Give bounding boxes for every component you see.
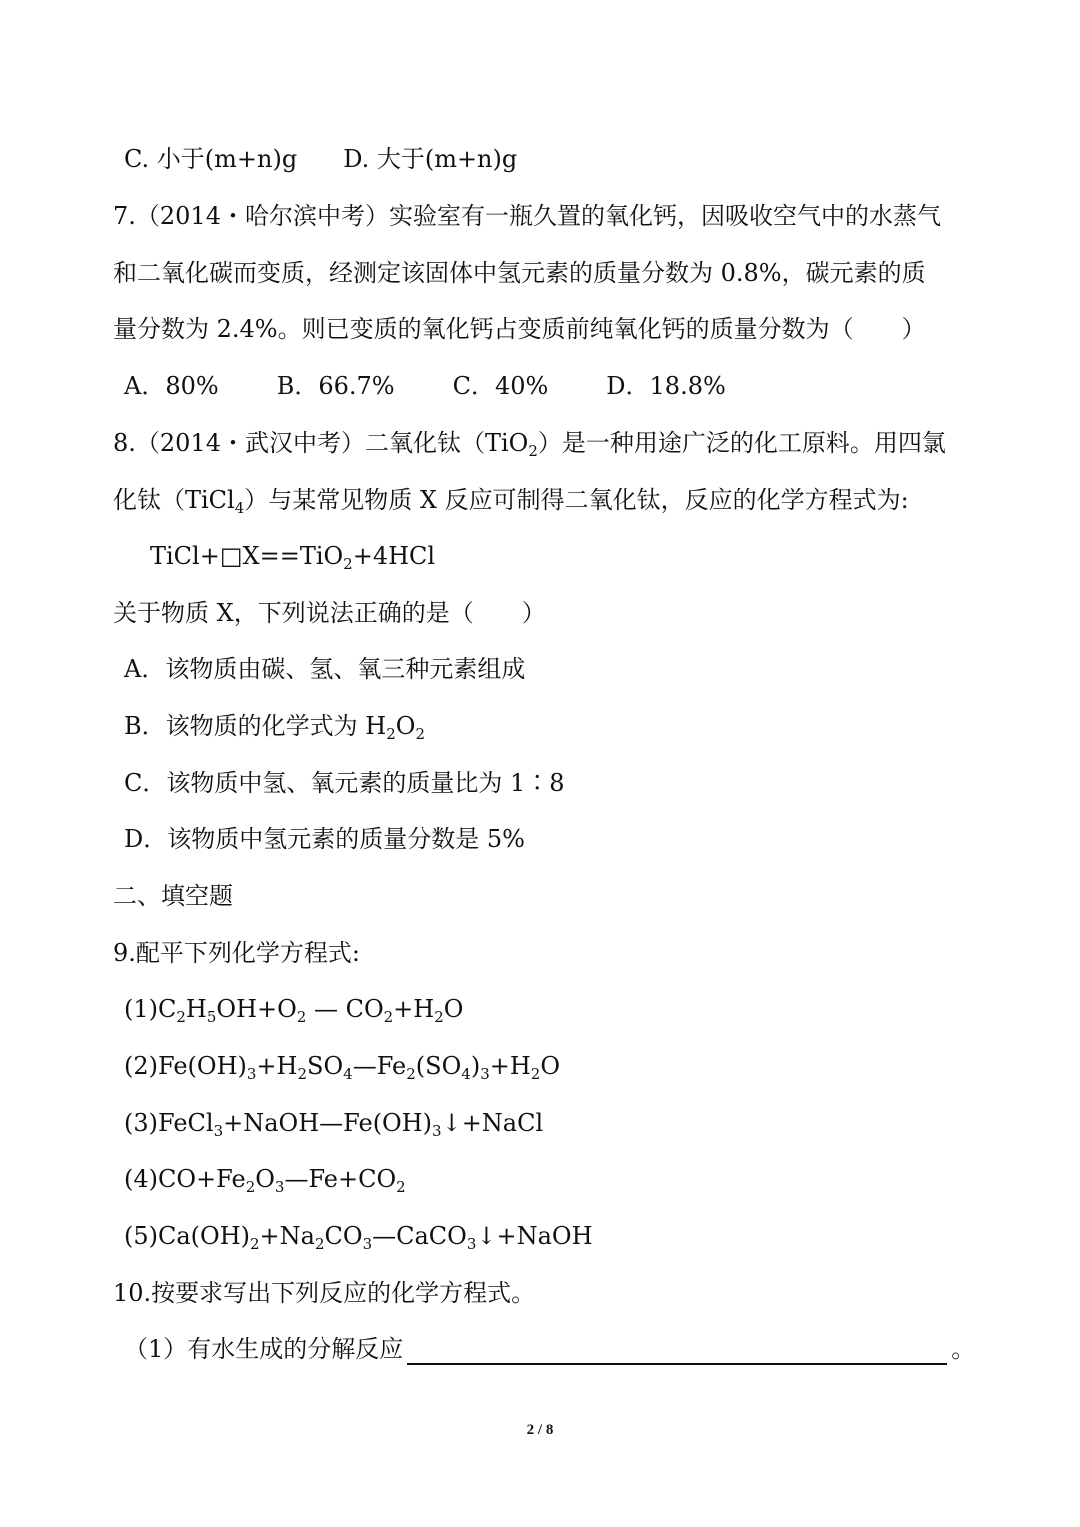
eq-sub: 4	[461, 1065, 471, 1083]
q9-equation-5	[124, 1220, 593, 1252]
eq-part: OH+O	[216, 995, 297, 1023]
eq-part: (SO	[415, 1052, 462, 1080]
eq-sub: 4	[343, 1065, 353, 1083]
eq-part: +NaOH—Fe(OH)	[223, 1109, 433, 1137]
page-number: 2 / 8	[526, 1422, 554, 1438]
eq-sub: 2	[314, 1235, 325, 1253]
eq-part: +H	[393, 995, 435, 1023]
eq-part: —Fe	[352, 1052, 407, 1080]
eq-sub: 3	[480, 1065, 490, 1083]
eq-sub: 2	[530, 1065, 541, 1083]
eq-part: CO	[324, 1222, 363, 1250]
q8-line-1	[113, 427, 946, 459]
q8-option-b-sub2: 2	[415, 725, 425, 743]
eq-part: +H	[256, 1052, 298, 1080]
q10-item-1	[124, 1333, 975, 1365]
q10-item1-end: 。	[951, 1335, 976, 1363]
q8-option-c: C．该物质中氢、氧元素的质量比为 1∶8	[124, 769, 565, 797]
eq-sub: 2	[396, 1178, 406, 1196]
q7-option-d: D．18.8%	[606, 372, 726, 400]
eq-part: O	[540, 1052, 561, 1080]
eq-part: +H	[489, 1052, 531, 1080]
eq-part: (5)Ca(OH)	[124, 1222, 250, 1250]
q8-line1-text-end: ）是一种用途广泛的化工原料。用四氯	[537, 429, 946, 457]
eq-part: SO	[307, 1052, 344, 1080]
q8-option-b-text: B．该物质的化学式为 H	[124, 712, 387, 740]
q8-line1-text: 8.（2014・武汉中考）二氧化钛（TiO	[113, 429, 529, 457]
eq-sub: 2	[297, 1065, 308, 1083]
eq-part: +Na	[259, 1222, 315, 1250]
q6-option-c: C. 小于(m+n)g	[124, 145, 298, 173]
eq-part: ↓+NaCl	[441, 1109, 544, 1137]
q8-question: 关于物质 X，下列说法正确的是（ ）	[113, 599, 546, 627]
eq-sub: 3	[213, 1122, 224, 1140]
q9-title: 9.配平下列化学方程式:	[113, 939, 360, 967]
eq-sub: 2	[296, 1008, 307, 1026]
q7-line-3: 量分数为 2.4%。则已变质的氧化钙占变质前纯氧化钙的质量分数为（ ）	[113, 315, 926, 343]
q8-equation-subscript: 2	[343, 555, 353, 573]
q9-equation-3	[124, 1107, 543, 1139]
eq-sub: 2	[434, 1008, 444, 1026]
q8-line2-subscript: 4	[234, 499, 245, 517]
q8-line2-text-end: ）与某常见物质 X 反应可制得二氧化钛，反应的化学方程式为:	[244, 486, 909, 514]
eq-part: —Fe+CO	[284, 1165, 397, 1193]
q10-item1-label: （1）有水生成的分解反应	[124, 1335, 404, 1363]
q8-equation	[150, 540, 435, 572]
eq-part: (2)Fe(OH)	[124, 1052, 247, 1080]
eq-part: — CO	[306, 995, 384, 1023]
eq-part: —CaCO	[372, 1222, 467, 1250]
eq-part: O	[443, 995, 464, 1023]
eq-sub: 5	[206, 1008, 217, 1026]
eq-sub: 3	[362, 1235, 373, 1253]
eq-part: )	[470, 1052, 481, 1080]
eq-sub: 2	[176, 1008, 186, 1026]
eq-part: H	[185, 995, 207, 1023]
q7-option-b: B．66.7%	[276, 372, 395, 400]
eq-part: (4)CO+Fe	[124, 1165, 246, 1193]
eq-part: (1)C	[124, 995, 177, 1023]
q7-option-c: C．40%	[452, 372, 549, 400]
q7-options-row	[124, 370, 726, 402]
q8-option-d: D．该物质中氢元素的质量分数是 5%	[124, 825, 525, 853]
eq-part: (3)FeCl	[124, 1109, 214, 1137]
q8-equation-right: +4HCl	[352, 542, 436, 570]
q8-line2-text: 化钛（TiCl	[113, 486, 235, 514]
q8-line-2	[113, 484, 909, 516]
eq-sub: 2	[383, 1008, 394, 1026]
eq-sub: 3	[466, 1235, 477, 1253]
eq-sub: 2	[250, 1235, 260, 1253]
q7-line-1: 7.（2014・哈尔滨中考）实验室有一瓶久置的氧化钙，因吸收空气中的水蒸气	[113, 202, 941, 230]
q9-equation-1	[124, 993, 463, 1025]
eq-sub: 2	[406, 1065, 416, 1083]
section-heading-fill-blank: 二、填空题	[113, 882, 233, 910]
q7-line-2: 和二氧化碳而变质，经测定该固体中氢元素的质量分数为 0.8%，碳元素的质	[113, 259, 926, 287]
q7-option-a: A．80%	[124, 372, 219, 400]
q8-option-b-sub1: 2	[386, 725, 396, 743]
eq-part: O	[255, 1165, 275, 1193]
eq-sub: 3	[246, 1065, 257, 1083]
q10-title: 10.按要求写出下列反应的化学方程式。	[113, 1279, 536, 1307]
eq-part: ↓+NaOH	[476, 1222, 593, 1250]
q9-equation-2	[124, 1050, 560, 1082]
q6-option-d: D. 大于(m+n)g	[343, 145, 518, 173]
eq-sub: 3	[274, 1178, 285, 1196]
answer-blank[interactable]	[407, 1337, 947, 1365]
q8-option-b	[124, 710, 425, 742]
q9-equation-4	[124, 1163, 406, 1195]
q6-options-row	[124, 143, 517, 175]
q8-equation-left: TiCl+□X==TiO	[150, 542, 344, 570]
q8-option-b-mid: O	[395, 712, 416, 740]
eq-sub: 3	[432, 1122, 442, 1140]
q8-line1-subscript: 2	[528, 442, 538, 460]
q8-option-a: A．该物质由碳、氢、氧三种元素组成	[124, 655, 526, 683]
eq-sub: 2	[245, 1178, 256, 1196]
